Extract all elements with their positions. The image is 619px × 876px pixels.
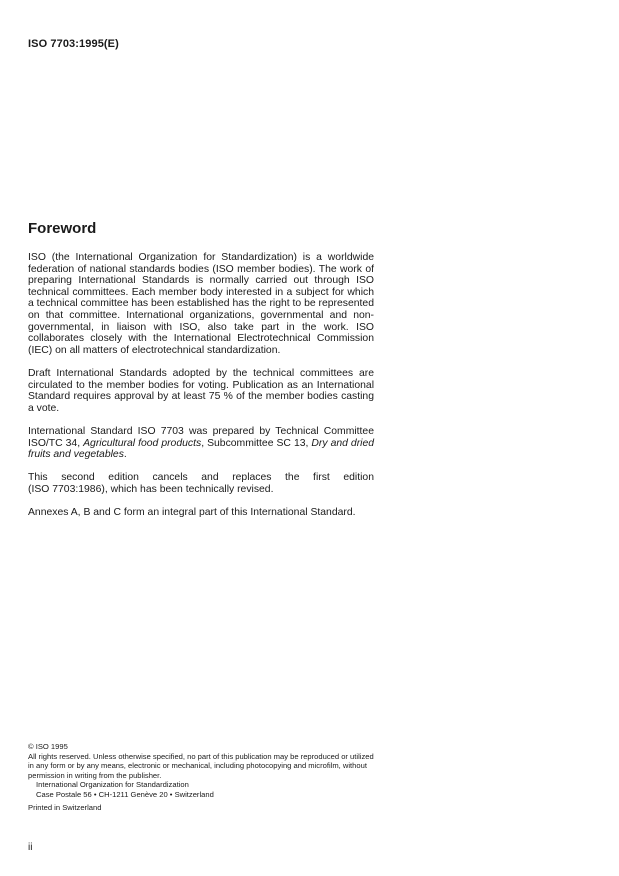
foreword-paragraph-5: Annexes A, B and C form an integral part of this International Standard. — [28, 507, 356, 519]
foreword-heading: Foreword — [28, 220, 97, 237]
foreword-paragraph-2: Draft International Standards adopted by the technical committees are circulated to the member bodies for voting. Publication as an International Standard requires approval by at least 75 % of the member bodies casting a vote. — [28, 367, 374, 414]
foreword-paragraph-3 — [28, 426, 374, 461]
subcommittee-name: Dry and dried fruits and vegetables — [28, 437, 375, 461]
paragraph-4-line-2: (ISO 7703:1986), which has been technically revised. — [28, 483, 274, 495]
rights-statement: All rights reserved. Unless otherwise specified, no part of this publication may be reproduced or utilized in any form or by any means, electronic or mechanical, including photocopying and microfilm, without permission in writing from the publisher. — [28, 751, 374, 780]
paragraph-3-text-e: . — [123, 449, 127, 461]
foreword-paragraph-1: ISO (the International Organization for Standardization) is a worldwide federation of national standards bodies (ISO member bodies). The work of preparing International Standards is normally carried out through ISO technical committees. Each member body interested in a subject for which a technical committee has been established has the right to be represented on that committee. International organizations, governmental and non-governmental, in liaison with ISO, also take part in the work. ISO collaborates closely with the International Electrotechnical Commission (IEC) on all matters of electrotechnical standardization. — [28, 252, 374, 356]
committee-name: Agricultural food products — [83, 437, 202, 449]
paragraph-4-line-1: This second edition cancels and replaces the first edition — [28, 472, 374, 484]
copyright-line: © ISO 1995 — [28, 742, 68, 751]
publisher-address: Case Postale 56 • CH-1211 Genève 20 • Switzerland — [36, 789, 214, 799]
paragraph-3-text-c: , Subcommittee SC 13, — [201, 437, 312, 449]
printed-in: Printed in Switzerland — [28, 802, 102, 812]
paragraph-3-text-a: International Standard ISO 7703 was prepared by Technical Committee ISO/TC 34, — [28, 425, 374, 449]
foreword-body — [28, 252, 374, 530]
publisher-name: International Organization for Standardization — [36, 780, 189, 790]
copyright-footer — [28, 742, 376, 812]
foreword-paragraph-4 — [28, 472, 374, 495]
document-id: ISO 7703:1995(E) — [28, 38, 119, 50]
page-number: ii — [28, 842, 33, 853]
